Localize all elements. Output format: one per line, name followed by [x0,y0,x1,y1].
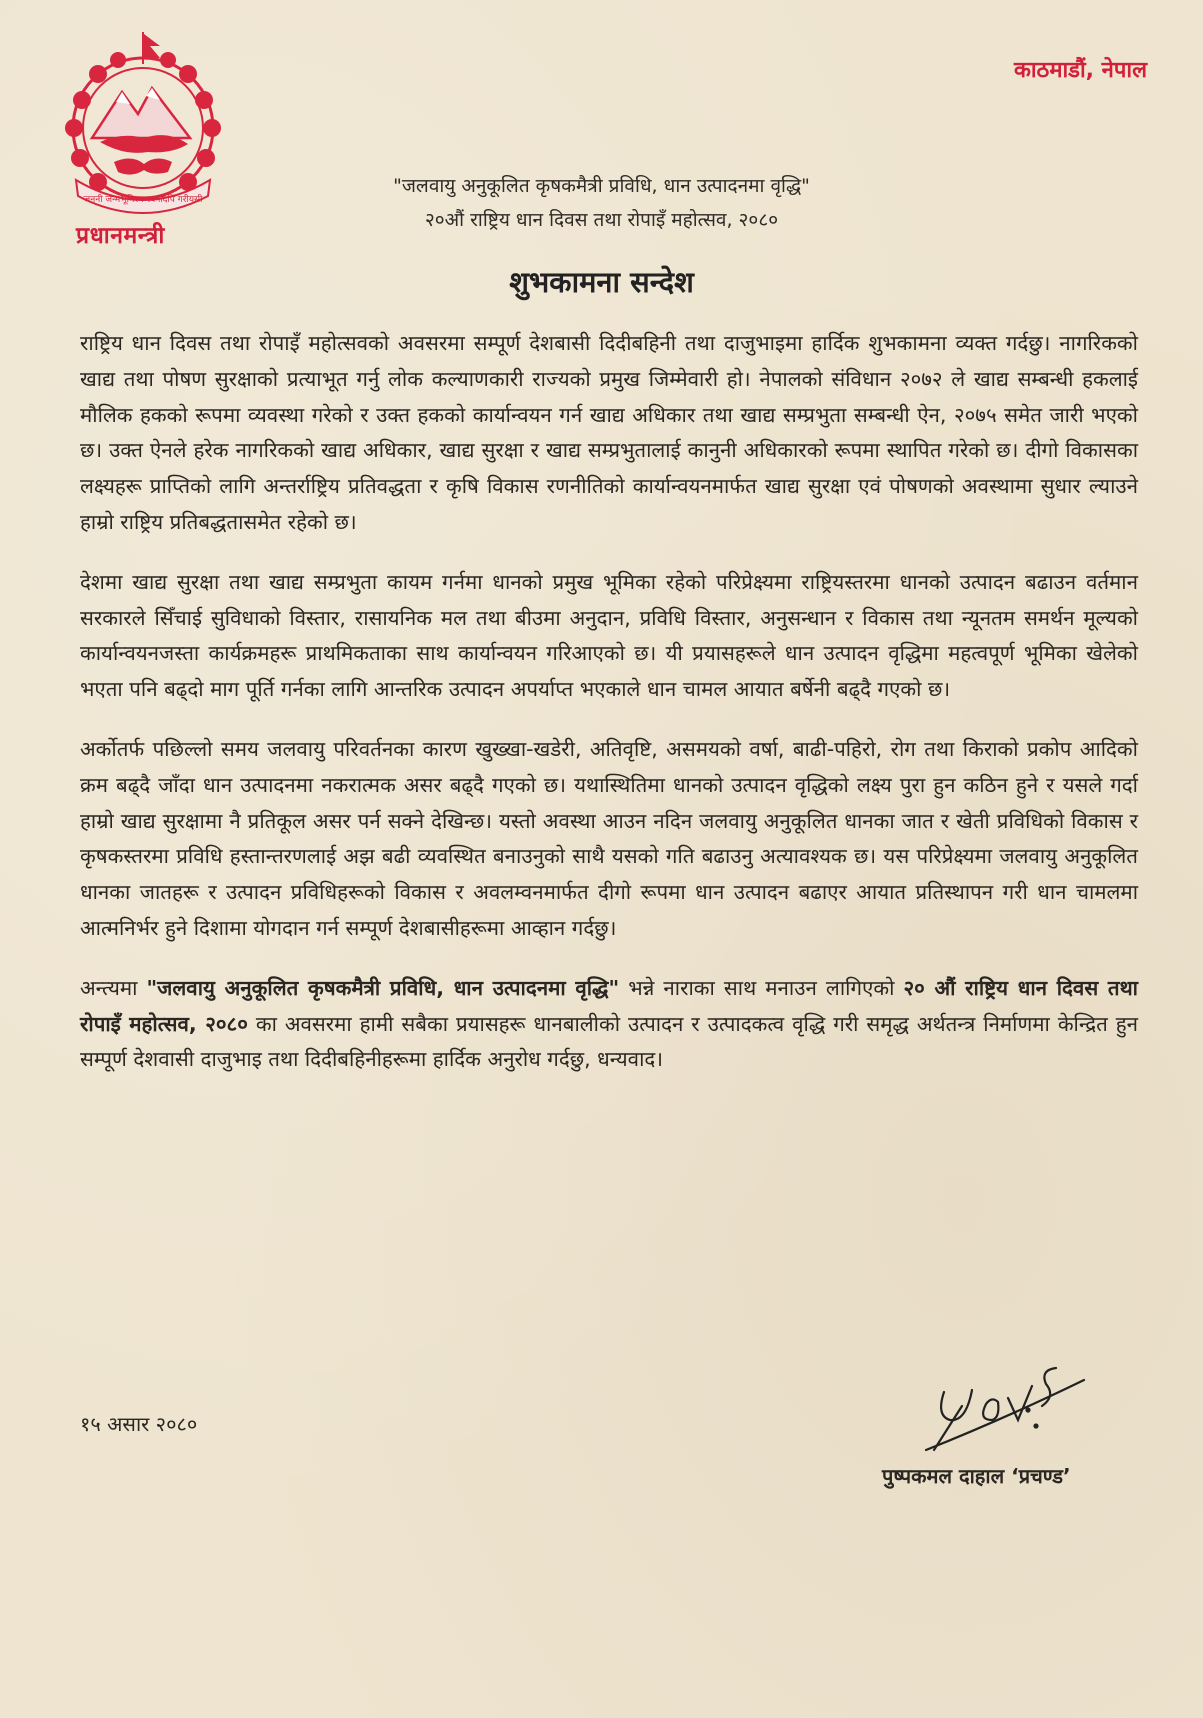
emblem-motto: जननी जन्मभूमिश्च स्वर्गादपि गरीयसी [83,195,203,205]
page-title: शुभकामना सन्देश [509,265,694,299]
paragraph-3: अर्कोतर्फ पछिल्लो समय जलवायु परिवर्तनका कारण खुख्खा-खडेरी, अतिवृष्टि, असमयको वर्षा, बाढी-पहिरो, रोग तथा किराको प्रकोप आदिको क्रम बढ्दै जाँदा धान उत्पादनमा नकरात्मक असर बढ्दै गएको छ। यथास्थितिमा धानको उत्पादन वृद्धिको लक्ष्य पुरा हुन कठिन हुने र यसले गर्दा हाम्रो खाद्य सुरक्षामा नै प्रतिकूल असर पर्न सक्ने देखिन्छ। यस्तो अवस्था आउन नदिन जलवायु अनुकूलित धानका जात र खेती प्रविधिको विकास र कृषकस्तरमा प्रविधि हस्तान्तरणलाई अझ बढी व्यवस्थित बनाउनुको साथै यसको गति बढाउनु अत्यावश्यक छ। यस परिप्रेक्ष्यमा जलवायु अनुकूलित धानका जातहरू र उत्पादन प्रविधिहरूको विकास र अवलम्वनमार्फत दीगो रूपमा धान उत्पादन बढाएर आयात प्रतिस्थापन गरी धान चामलमा आत्मनिर्भर हुने दिशामा योगदान गर्न सम्पूर्ण देशबासीहरूमा आव्हान गर्दछु। [80,736,1138,940]
paragraph-4 [80,971,1138,1078]
theme-slogan: "जलवायु अनुकूलित कृषकमैत्री प्रविधि, धान उत्पादनमा वृद्धि" [393,175,810,197]
paragraph-4-slogan: "जलवायु अनुकूलित कृषकमैत्री प्रविधि, धान उत्पादनमा वृद्धि" [146,975,620,1000]
paragraph-4-mid: भन्ने नाराका साथ मनाउन लागिएको [619,975,904,1000]
paragraph-4-lead: अन्त्यमा [80,975,147,1000]
paragraph-1: राष्ट्रिय धान दिवस तथा रोपाइँ महोत्सवको अवसरमा सम्पूर्ण देशबासी दिदीबहिनी तथा दाजुभाइमा हार्दिक शुभकामना व्यक्त गर्दछु। नागरिकको खाद्य तथा पोषण सुरक्षाको प्रत्याभूत गर्नु लोक कल्याणकारी राज्यको प्रमुख जिम्मेवारी हो। नेपालको संविधान २०७२ ले खाद्य सम्बन्धी हकलाई मौलिक हकको रूपमा व्यवस्था गरेको र उक्त हकको कार्यान्वयन गर्न खाद्य अधिकार तथा खाद्य सम्प्रभुता सम्बन्धी ऐन, २०७५ समेत जारी भएको छ। उक्त ऐनले हरेक नागरिकको खाद्य अधिकार, खाद्य सुरक्षा र खाद्य सम्प्रभुतालाई कानुनी अधिकारको रूपमा स्थापित गरेको छ। दीगो विकासका लक्ष्यहरू प्राप्तिको लागि अन्तर्राष्ट्रिय प्रतिवद्धता र कृषि विकास रणनीतिको कार्यान्वयनमार्फत खाद्य सुरक्षा एवं पोषणको अवस्थामा सुधार ल्याउने हाम्रो राष्ट्रिय प्रतिबद्धतासमेत रहेको छ। [80,331,1138,534]
paragraph-4-rest: का अवसरमा हामी सबैका प्रयासहरू धानबालीको उत्पादन र उत्पादकत्व वृद्धि गरी समृद्ध अर्थतन्त्र निर्माणमा केन्द्रित हुन सम्पूर्ण देशवासी दाजुभाइ तथा दिदीबहिनीहरूमा हार्दिक अनुरोध गर्दछु, धन्यवाद। [80,1011,1138,1072]
signature-icon [916,1346,1106,1456]
location-label: काठमाडौं, नेपाल [1013,58,1147,83]
paragraph-2: देशमा खाद्य सुरक्षा तथा खाद्य सम्प्रभुता कायम गर्नमा धानको प्रमुख भूमिका रहेको परिप्रेक्ष्यमा राष्ट्रियस्तरमा धानको उत्पादन बढाउन वर्तमान सरकारले सिँचाई सुविधाको विस्तार, रासायनिक मल तथा बीउमा अनुदान, प्रविधि विस्तार, अनुसन्धान र विकास तथा न्यूनतम समर्थन मूल्यको कार्यान्वयनजस्ता कार्यक्रमहरू प्राथमिकताका साथ कार्यान्वयन गरिआएको छ। यी प्रयासहरूले धान उत्पादन वृद्धिमा महत्वपूर्ण भूमिका खेलेको भएता पनि बढ्दो माग पूर्ति गर्नका लागि आन्तरिक उत्पादन अपर्याप्त भएकाले धान चामल आयात बर्षेनी बढ्दै गएको छ। [80,569,1138,702]
paragraph-4-event: २० औं राष्ट्रिय धान दिवस तथा रोपाइँ महोत्सव, २०८० [80,975,1138,1036]
message-body [80,326,1138,1102]
letter-date: १५ असार २०८० [80,1412,198,1436]
office-label: प्रधानमन्त्री [76,223,165,249]
theme-event: २०औं राष्ट्रिय धान दिवस तथा रोपाइँ महोत्सव, २०८० [424,209,779,231]
signatory-name: पुष्पकमल दाहाल ‘प्रचण्ड’ [882,1464,1071,1488]
